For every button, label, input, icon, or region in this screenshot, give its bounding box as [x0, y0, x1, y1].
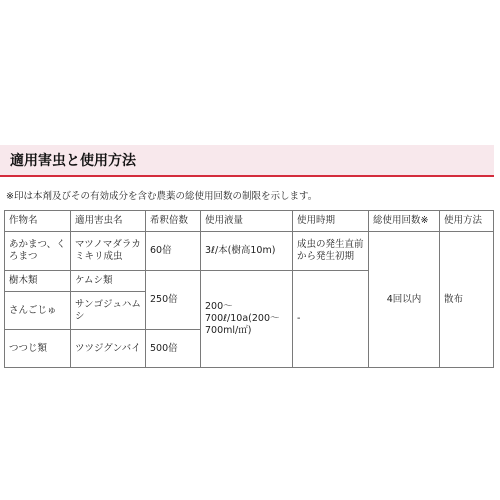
cell-method: 散布: [440, 232, 494, 368]
cell-pest: サンゴジュハムシ: [71, 292, 146, 330]
cell-dilution: 60倍: [146, 232, 201, 271]
cell-pest: ケムシ類: [71, 271, 146, 292]
cell-crop: つつじ類: [5, 330, 71, 368]
pest-usage-table: [4, 210, 494, 368]
header-method: 使用方法: [440, 211, 494, 232]
cell-total-uses: 4回以内: [369, 232, 440, 368]
cell-dilution: 250倍: [146, 271, 201, 330]
header-total-uses: 総使用回数※: [369, 211, 440, 232]
header-dilution: 希釈倍数: [146, 211, 201, 232]
header-crop: 作物名: [5, 211, 71, 232]
cell-crop: 樹木類: [5, 271, 71, 292]
cell-crop: あかまつ、くろまつ: [5, 232, 71, 271]
header-timing: 使用時期: [293, 211, 369, 232]
section-title: 適用害虫と使用方法: [10, 153, 136, 169]
header-pest: 適用害虫名: [71, 211, 146, 232]
cell-volume: 3ℓ/本(樹高10m): [201, 232, 293, 271]
table-header-row: [5, 211, 494, 232]
cell-timing: 成虫の発生直前から発生初期: [293, 232, 369, 271]
cell-dilution: 500倍: [146, 330, 201, 368]
section-header: [0, 145, 494, 177]
usage-note: ※印は本剤及びその有効成分を含む農薬の総使用回数の制限を示します。: [6, 191, 318, 202]
header-volume: 使用液量: [201, 211, 293, 232]
cell-pest: ツツジグンバイ: [71, 330, 146, 368]
cell-pest: マツノマダラカミキリ成虫: [71, 232, 146, 271]
cell-timing: -: [293, 271, 369, 368]
cell-volume: 200～700ℓ/10a(200～700ml/㎡): [201, 271, 293, 368]
table-row: [5, 232, 494, 271]
cell-crop: さんごじゅ: [5, 292, 71, 330]
